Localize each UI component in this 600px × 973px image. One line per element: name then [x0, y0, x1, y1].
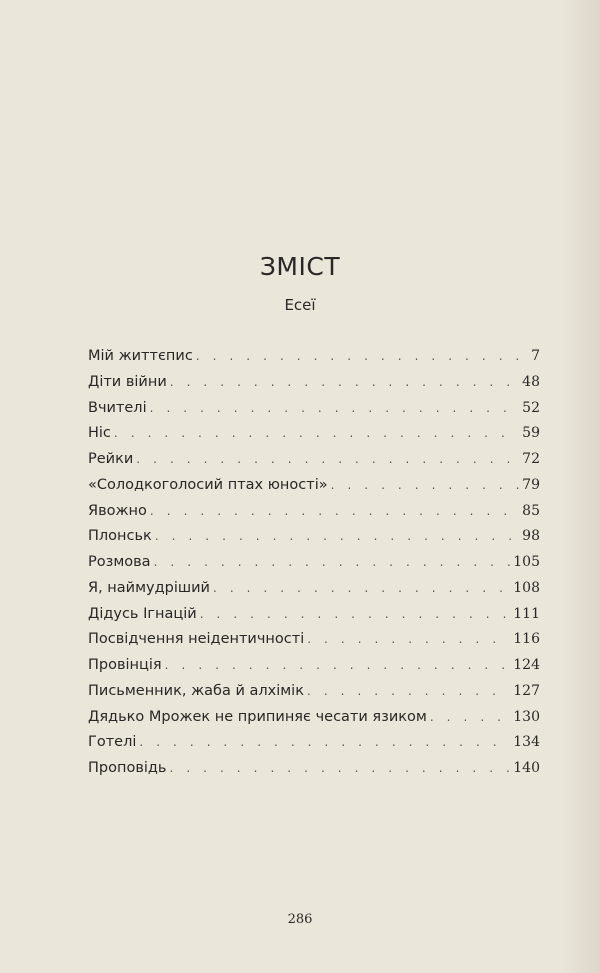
- leader-dots: [136, 452, 519, 466]
- page-number: 286: [287, 912, 313, 927]
- leader-dots: [139, 735, 510, 749]
- toc-entry-title: Посвідчення неідентичності: [88, 631, 305, 648]
- leader-dots: [430, 710, 510, 724]
- leader-dots: [307, 632, 510, 646]
- toc-entry: [88, 554, 540, 580]
- toc-entry-page: 52: [522, 399, 540, 416]
- toc-entry-page: 48: [522, 373, 540, 390]
- toc-entry: [88, 400, 540, 426]
- toc-entry-title: Дядько Мрожек не припиняє чесати язиком: [88, 708, 427, 725]
- toc-entry-page: 124: [513, 657, 540, 673]
- toc-entry-title: Рейки: [88, 451, 134, 467]
- toc-entry-page: 116: [513, 631, 540, 648]
- toc-entry-title: Готелі: [88, 734, 137, 751]
- toc-entry-page: 111: [513, 605, 540, 622]
- toc-entry-page: 105: [513, 554, 540, 570]
- toc-entry-page: 140: [513, 760, 540, 776]
- toc-entry-title: «Солодкоголосий птах юності»: [88, 476, 328, 493]
- toc-entry-title: Розмова: [88, 554, 151, 570]
- toc-entry: [88, 348, 540, 374]
- leader-dots: [169, 761, 510, 775]
- leader-dots: [150, 401, 520, 415]
- toc-entry-title: Дідусь Ігнацій: [88, 605, 197, 622]
- section-heading: Есеї: [284, 296, 316, 314]
- toc-entry-page: 108: [513, 579, 540, 596]
- leader-dots: [213, 581, 510, 595]
- leader-dots: [114, 426, 519, 440]
- toc-entry: [88, 657, 540, 683]
- leader-dots: [200, 607, 511, 621]
- leader-dots: [307, 684, 510, 698]
- toc-entry-title: Вчителі: [88, 399, 147, 416]
- toc-entry-title: Письменник, жаба й алхімік: [88, 682, 304, 699]
- toc-entry: [88, 683, 540, 709]
- toc-entry: [88, 477, 540, 503]
- page-edge-shadow: [560, 0, 600, 973]
- toc-entry-title: Мій життєпис: [88, 348, 193, 364]
- toc-entry-page: 59: [522, 425, 540, 442]
- toc-entry: [88, 760, 540, 786]
- toc-entry-page: 130: [513, 708, 540, 725]
- toc-entry: [88, 425, 540, 451]
- toc-entry-page: 72: [522, 451, 540, 467]
- leader-dots: [331, 478, 520, 492]
- toc-entry-page: 7: [531, 348, 540, 364]
- toc-entry-page: 134: [513, 734, 540, 751]
- page-title: ЗМІСТ: [259, 252, 341, 281]
- leader-dots: [170, 375, 519, 389]
- leader-dots: [154, 555, 511, 569]
- toc-entry: [88, 503, 540, 529]
- toc-entry: [88, 709, 540, 735]
- toc-entry-title: Проповідь: [88, 760, 167, 776]
- leader-dots: [155, 529, 519, 543]
- toc-entry-title: Явожно: [88, 502, 147, 519]
- toc-entry: [88, 528, 540, 554]
- toc-entry: [88, 734, 540, 760]
- toc-entry: [88, 606, 540, 632]
- toc-entry-title: Провінція: [88, 657, 162, 673]
- leader-dots: [196, 349, 528, 363]
- toc-entry: [88, 580, 540, 606]
- leader-dots: [165, 658, 511, 672]
- toc-entry-title: Плонськ: [88, 528, 152, 545]
- toc-entry-page: 127: [513, 682, 540, 699]
- toc-entry-page: 85: [522, 502, 540, 519]
- toc-entry: [88, 451, 540, 477]
- toc-entry-title: Я, наймудріший: [88, 579, 210, 596]
- toc-entry-title: Ніс: [88, 425, 111, 442]
- leader-dots: [150, 504, 519, 518]
- toc-entry: [88, 374, 540, 400]
- table-of-contents: [88, 348, 540, 786]
- toc-entry-page: 79: [522, 476, 540, 493]
- toc-entry: [88, 631, 540, 657]
- toc-entry-title: Діти війни: [88, 373, 167, 390]
- toc-entry-page: 98: [522, 528, 540, 545]
